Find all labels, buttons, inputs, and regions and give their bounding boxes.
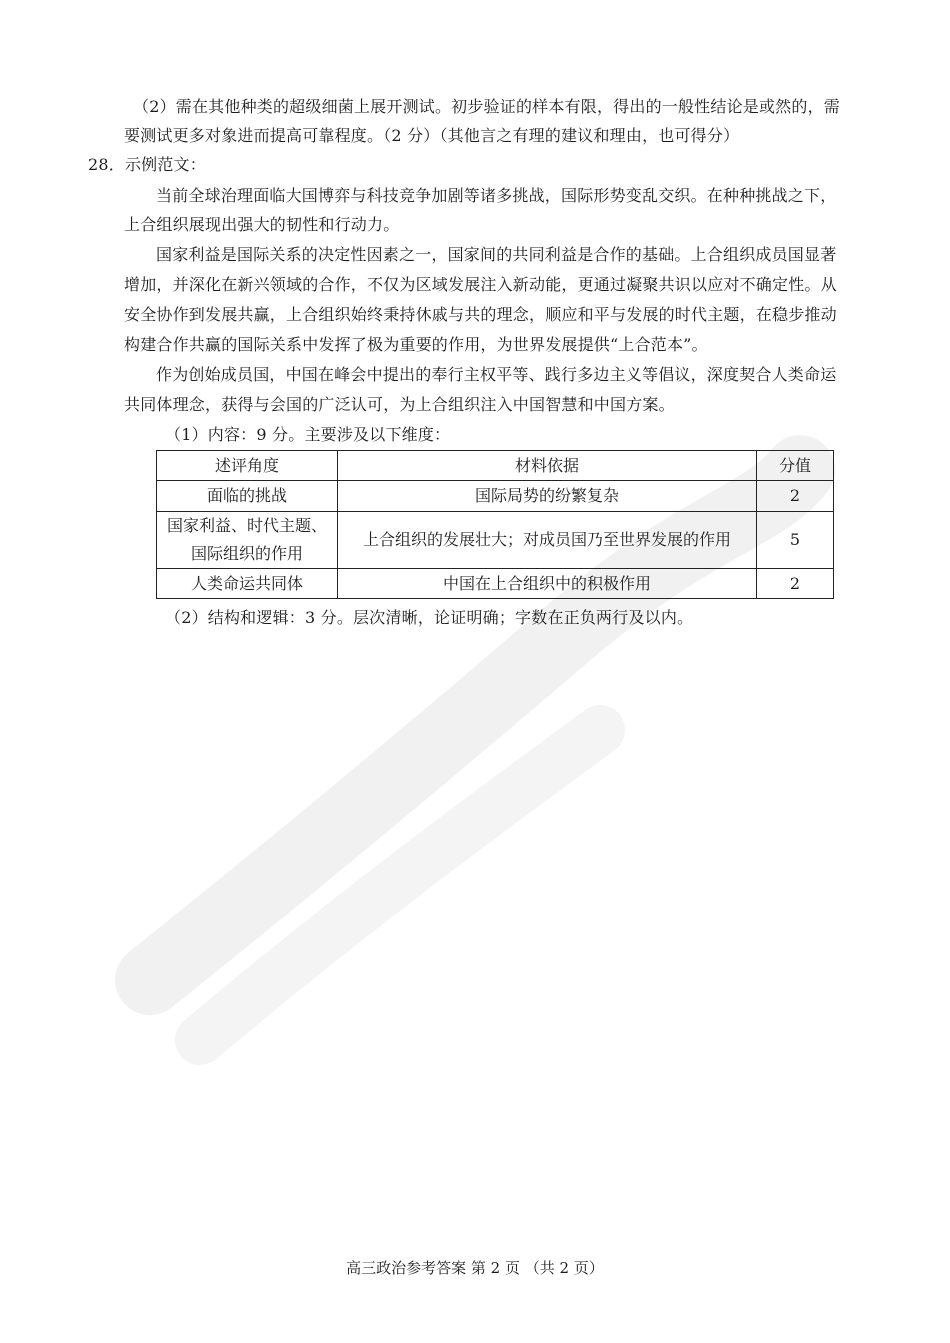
essay-paragraph-2-line-1: 国家利益是国际关系的决定性因素之一，国家间的共同利益是合作的基础。上合组织成员国显著 (156, 245, 837, 264)
table-row (157, 569, 834, 599)
header-score: 分值 (757, 451, 834, 481)
content-criteria: （1）内容：9 分。主要涉及以下维度： (165, 425, 451, 444)
question-28-heading: 28．示例范文： (88, 155, 206, 174)
angle-text: 面临的挑战 (206, 486, 287, 505)
essay-paragraph-3-line-1: 作为创始成员国，中国在峰会中提出的奉行主权平等、践行多边主义等倡议，深度契合人类命运 (156, 365, 837, 384)
table-header-row (157, 451, 834, 481)
essay-paragraph-1-line-1: 当前全球治理面临大国博弈与科技竞争加剧等诸多挑战，国际形势变乱交织。在种种挑战之下， (156, 186, 837, 205)
row-basis: 上合组织的发展壮大；对成员国乃至世界发展的作用 (338, 512, 757, 569)
row-angle (157, 481, 338, 512)
answer-2-line-1: （2）需在其他种类的超级细菌上展开测试。初步验证的样本有限，得出的一般性结论是或然的，需 (133, 97, 840, 116)
essay-paragraph-2-line-4: 构建合作共赢的国际关系中发挥了极为重要的作用，为世界发展提供“上合范本”。 (124, 335, 708, 354)
row-angle (157, 569, 338, 599)
angle-text: 人类命运共同体 (190, 573, 303, 593)
structure-criteria: （2）结构和逻辑：3 分。层次清晰，论证明确；字数在正负两行及以内。 (165, 608, 694, 627)
row-score: 2 (757, 569, 834, 599)
answer-2-line-2: 要测试更多对象进而提高可靠程度。（2 分）（其他言之有理的建议和理由，也可得分） (124, 126, 740, 145)
table-row (157, 512, 834, 569)
row-basis: 中国在上合组织中的积极作用 (338, 569, 757, 599)
essay-paragraph-2-line-3: 安全协作到发展共赢，上合组织始终秉持休戚与共的理念，顺应和平与发展的时代主题，在稳步推动 (124, 305, 837, 324)
page-footer: 高三政治参考答案 第 2 页 （共 2 页） (346, 1259, 604, 1277)
rubric-table (156, 450, 834, 599)
header-basis: 材料依据 (338, 451, 757, 481)
table-row (157, 481, 834, 512)
header-angle: 述评角度 (157, 451, 338, 481)
essay-paragraph-2-line-2: 增加，并深化在新兴领域的合作，不仅为区域发展注入新动能，更通过凝聚共识以应对不确定性。从 (124, 275, 837, 294)
essay-paragraph-3-line-2: 共同体理念，获得与会国的广泛认可，为上合组织注入中国智慧和中国方案。 (124, 395, 675, 414)
essay-paragraph-1-line-2: 上合组织展现出强大的韧性和行动力。 (124, 215, 400, 234)
angle-text-line-1: 国家利益、时代主题、 (166, 516, 327, 535)
row-score: 2 (757, 481, 834, 512)
row-angle (157, 512, 338, 569)
row-basis: 国际局势的纷繁复杂 (338, 481, 757, 512)
angle-text-line-2: 国际组织的作用 (190, 544, 303, 563)
row-score: 5 (757, 512, 834, 569)
